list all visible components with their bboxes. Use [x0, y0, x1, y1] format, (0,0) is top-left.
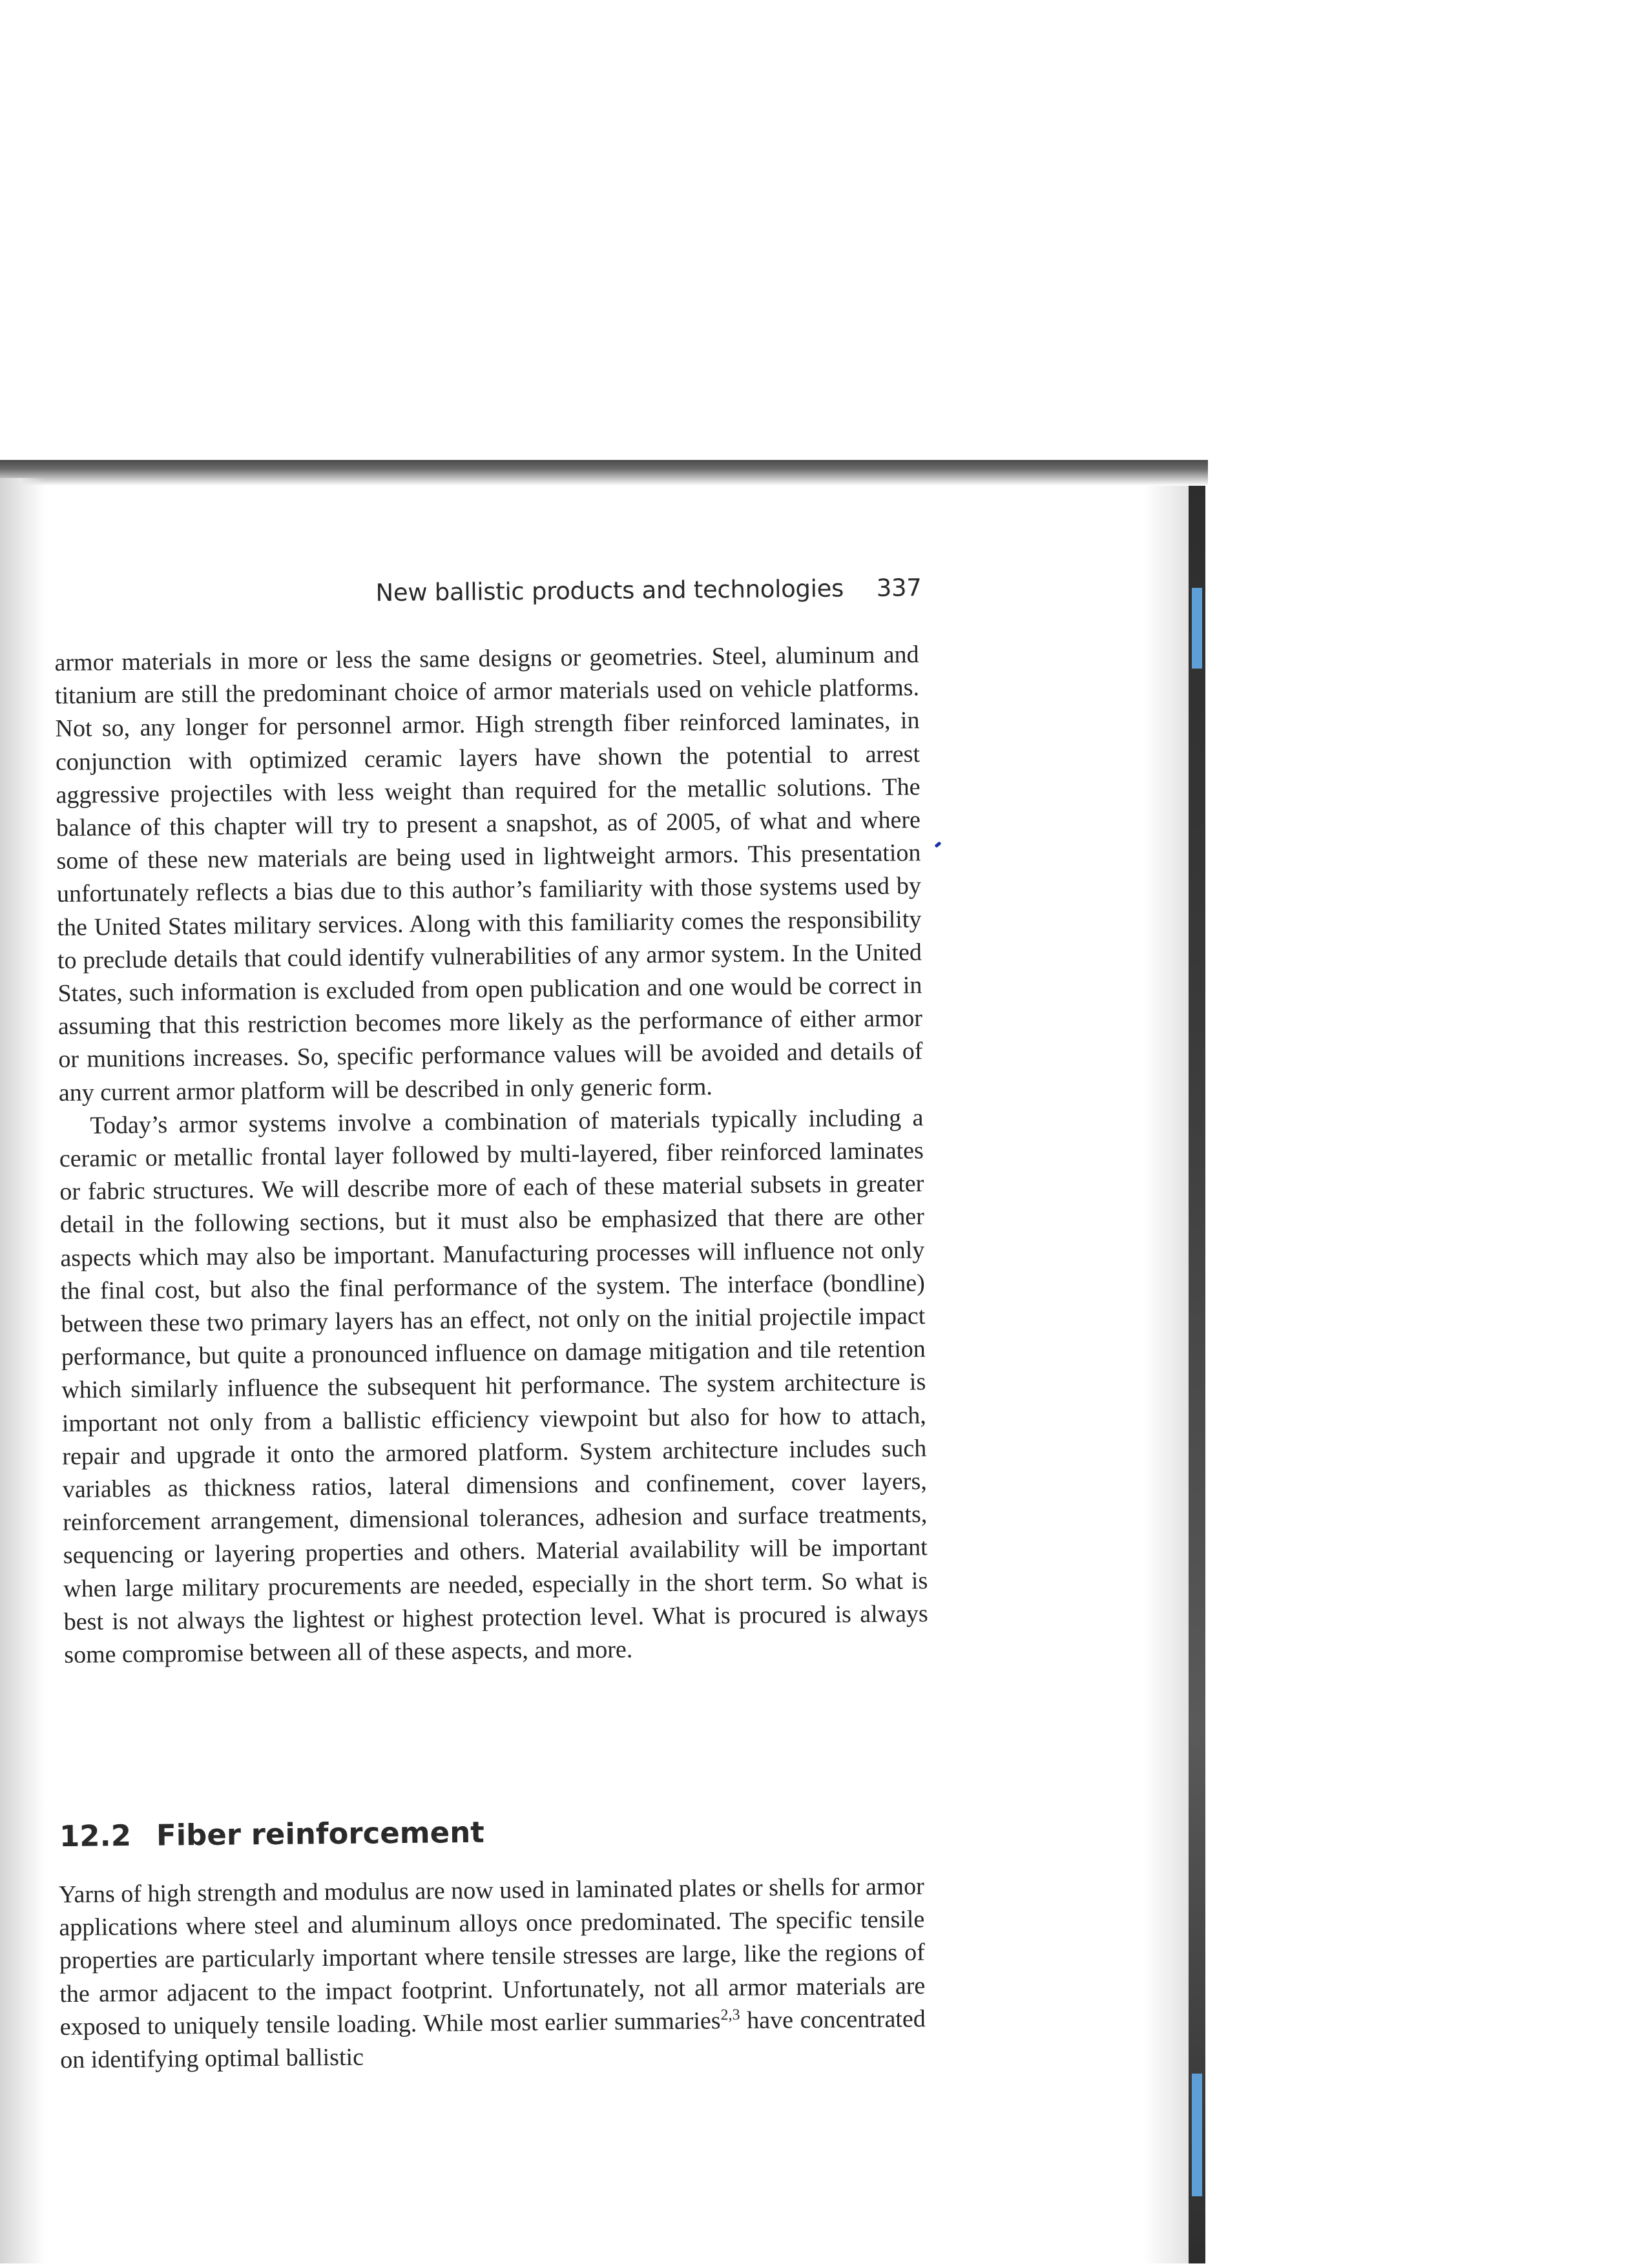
body-text [54, 638, 928, 1672]
citation-superscript: 2,3 [720, 2006, 740, 2024]
running-title: New ballistic products and technologies [375, 574, 844, 607]
paragraph-text: Yarns of high strength and modulus are now used in laminated plates or shells for armor applications where steel and aluminum alloys once predominated. The specific tensile properties are particularly important where tensile stresses are large, like the regions of the armor adjacent to the impact footprint. Unfortunately, not all armor materials are exposed to uniquely tensile loading. While most earlier summaries [58, 1873, 926, 2041]
section-body [59, 1870, 926, 2077]
section-title: Fiber reinforcement [156, 1815, 484, 1853]
paragraph-text: have concentrated on identifying optimal ballistic [60, 2005, 926, 2074]
running-head [375, 574, 921, 607]
paragraph [59, 1870, 926, 2077]
paragraph: Today’s armor systems involve a combination of materials typically including a ceramic or metallic frontal layer followed by multi-layered, fiber reinforced laminates or fabric structures. We will describe more of each of these material subsets in greater detail in the following sections, but it must also be emphasized that there are other aspects which may also be important. Manufacturing processes will influence not only the final cost, but also the final performance of the system. The interface (bondline) between these two primary layers has an effect, not only on the initial projectile impact performance, but quite a pronounced influence on damage mitigation and tile retention which similarly influence the subsequent hit performance. The system architecture is important not only from a ballistic efficiency viewpoint but also for how to attach, repair and upgrade it onto the armored platform. System architecture includes such variables as thickness ratios, lateral dimensions and confinement, cover layers, reinforcement arrangement, dimensional tolerances, adhesion and surface treatments, sequencing or layering properties and others. Material availability will be important when large military procurements are needed, especially in the short term. So what is best is not always the lightest or highest protection level. What is procured is always some compromise between all of these aspects, and more. [59, 1104, 928, 1669]
section-heading [59, 1815, 484, 1853]
paragraph: armor materials in more or less the same designs or geometries. Steel, aluminum and titanium are still the predominant choice of armor materials used on vehicle platforms. Not so, any longer for personnel armor. High strength fiber reinforced laminates, in conjunction with optimized ceramic layers have shown the potential to arrest aggressive projectiles with less weight than required for the metallic solutions. The balance of this chapter will try to present a snapshot, as of 2005, of what and where some of these new materials are being used in lightweight armors. This presentation unfortunately reflects a bias due to this author’s familiarity with those systems used by the United States military services. Along with this familiarity comes the responsibility to preclude details that could identify vulnerabilities of any armor system. In the United States, such information is excluded from open publication and one would be correct in assuming that this restriction becomes more likely as the performance of either armor or munitions increases. So, specific performance values will be avoided and details of any current armor platform will be described in only generic form. [54, 641, 923, 1107]
page-number: 337 [876, 574, 922, 602]
section-number: 12.2 [59, 1818, 132, 1854]
